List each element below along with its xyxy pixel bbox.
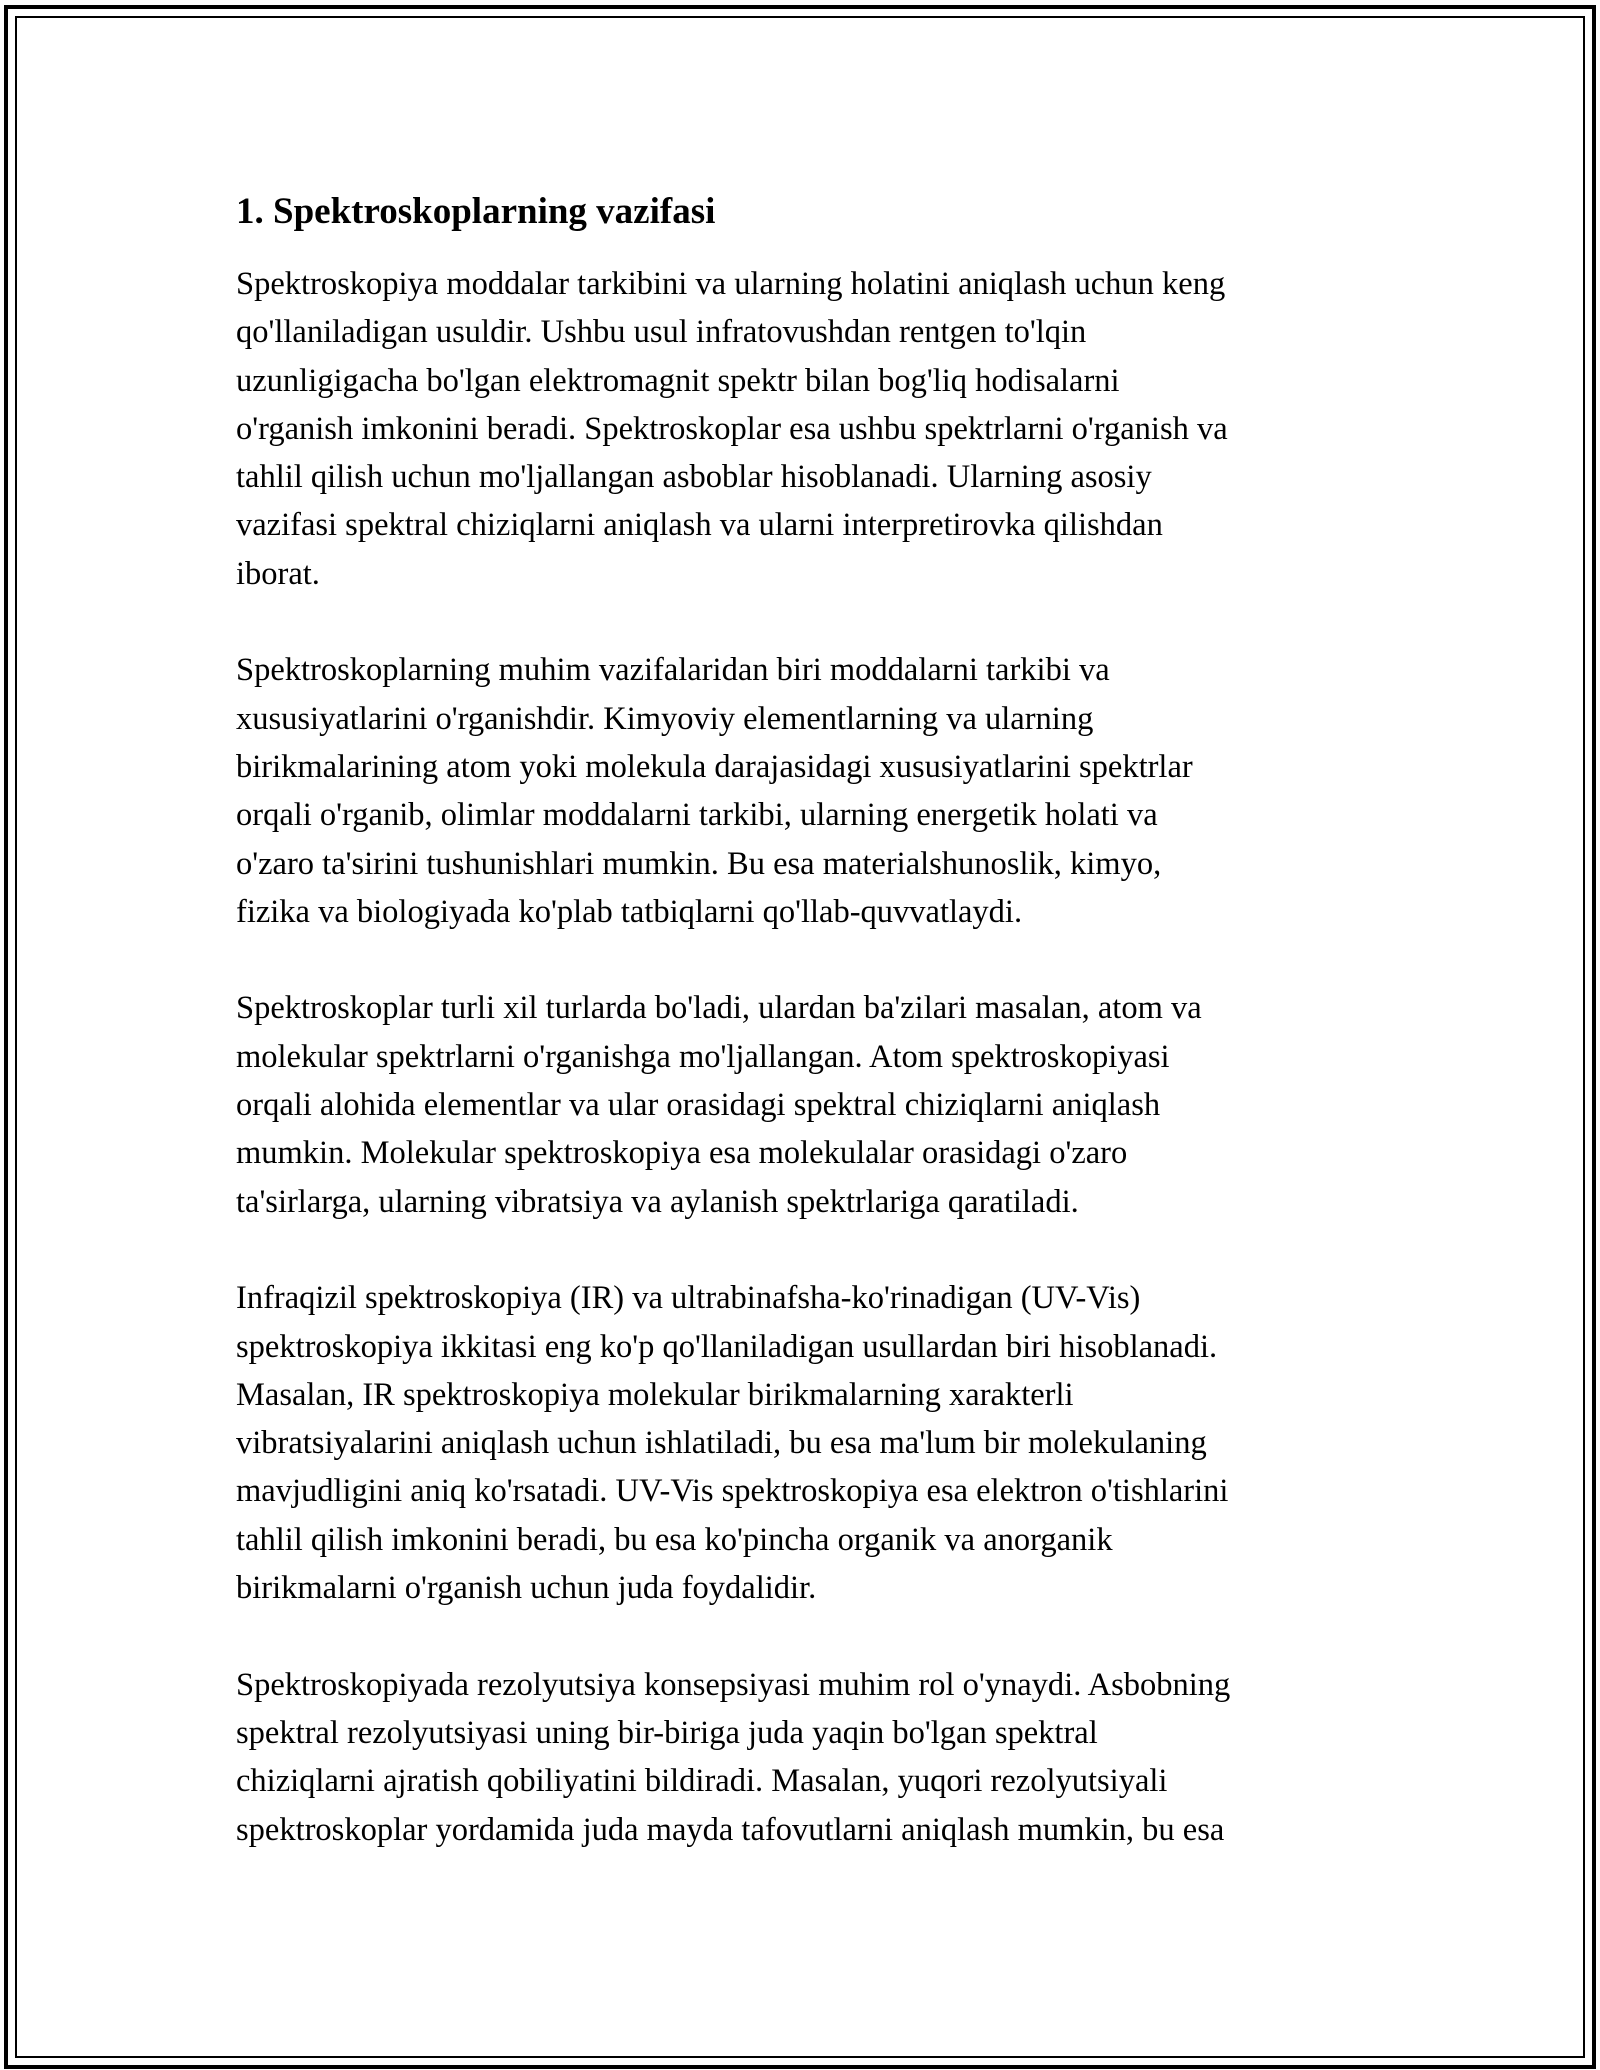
paragraph-3 bbox=[236, 984, 1386, 1225]
paragraph-1 bbox=[236, 260, 1386, 598]
text-line: vazifasi spektral chiziqlarni aniqlash va ularni interpretirovka qilishdan bbox=[236, 507, 1163, 544]
text-line: molekular spektrlarni o'rganishga mo'ljallangan. Atom spektroskopiyasi bbox=[236, 1038, 1170, 1075]
text-line: vibratsiyalarini aniqlash uchun ishlatiladi, bu esa ma'lum bir molekulaning bbox=[236, 1425, 1207, 1462]
text-line: Spektroskopiyada rezolyutsiya konsepsiyasi muhim rol o'ynaydi. Asbobning bbox=[236, 1666, 1231, 1703]
text-line: Spektroskopiya moddalar tarkibini va ularning holatini aniqlash uchun keng bbox=[236, 266, 1226, 302]
text-line: orqali alohida elementlar va ular orasidagi spektral chiziqlarni aniqlash bbox=[236, 1087, 1161, 1124]
text-line: o'zaro ta'sirini tushunishlari mumkin. Bu esa materialshunoslik, kimyo, bbox=[236, 845, 1162, 882]
text-line: fizika va biologiyada ko'plab tatbiqlarni qo'llab-quvvatlaydi. bbox=[236, 893, 1023, 930]
paragraph-5 bbox=[236, 1661, 1386, 1854]
text-line: chiziqlarni ajratish qobiliyatini bildiradi. Masalan, yuqori rezolyutsiyali bbox=[236, 1763, 1168, 1800]
text-line: ta'sirlarga, ularning vibratsiya va aylanish spektrlariga qaratiladi. bbox=[236, 1183, 1079, 1220]
text-line: iborat. bbox=[236, 555, 320, 592]
text-line: o'rganish imkonini beradi. Spektroskoplar esa ushbu spektrlarni o'rganish va bbox=[236, 410, 1228, 447]
document-body bbox=[236, 186, 1386, 1854]
text-line: mavjudligini aniq ko'rsatadi. UV-Vis spektroskopiya esa elektron o'tishlarini bbox=[236, 1473, 1229, 1510]
text-line: Spektroskoplar turli xil turlarda bo'ladi, ulardan ba'zilari masalan, atom va bbox=[236, 990, 1202, 1027]
text-line: xususiyatlarini o'rganishdir. Kimyoviy elementlarning va ularning bbox=[236, 700, 1094, 737]
text-line: tahlil qilish uchun mo'ljallangan asboblar hisoblanadi. Ularning asosiy bbox=[236, 459, 1152, 496]
text-line: orqali o'rganib, olimlar moddalarni tarkibi, ularning energetik holati va bbox=[236, 797, 1158, 834]
text-line: spektroskopiya ikkitasi eng ko'p qo'llaniladigan usullardan biri hisoblanadi. bbox=[236, 1328, 1218, 1365]
text-line: birikmalarni o'rganish uchun juda foydalidir. bbox=[236, 1570, 817, 1607]
text-line: spektral rezolyutsiyasi uning bir-biriga juda yaqin bo'lgan spektral bbox=[236, 1714, 1098, 1751]
text-line: qo'llaniladigan usuldir. Ushbu usul infratovushdan rentgen to'lqin bbox=[236, 314, 1087, 351]
text-line: birikmalarining atom yoki molekula darajasidagi xususiyatlarini spektrlar bbox=[236, 748, 1193, 785]
paragraph-2 bbox=[236, 646, 1386, 936]
text-line: Spektroskoplarning muhim vazifalaridan biri moddalarni tarkibi va bbox=[236, 652, 1110, 689]
text-line: Masalan, IR spektroskopiya molekular birikmalarning xarakterli bbox=[236, 1376, 1074, 1413]
text-line: tahlil qilish imkonini beradi, bu esa ko'pincha organik va anorganik bbox=[236, 1521, 1113, 1558]
paragraph-4 bbox=[236, 1274, 1386, 1612]
text-line: mumkin. Molekular spektroskopiya esa molekulalar orasidagi o'zaro bbox=[236, 1135, 1128, 1172]
section-heading: 1. Spektroskoplarning vazifasi bbox=[236, 191, 716, 232]
text-line: spektroskoplar yordamida juda mayda tafovutlarni aniqlash mumkin, bu esa bbox=[236, 1811, 1225, 1848]
text-line: Infraqizil spektroskopiya (IR) va ultrabinafsha-ko'rinadigan (UV-Vis) bbox=[236, 1280, 1141, 1317]
text-line: uzunligigacha bo'lgan elektromagnit spektr bilan bog'liq hodisalarni bbox=[236, 362, 1120, 399]
